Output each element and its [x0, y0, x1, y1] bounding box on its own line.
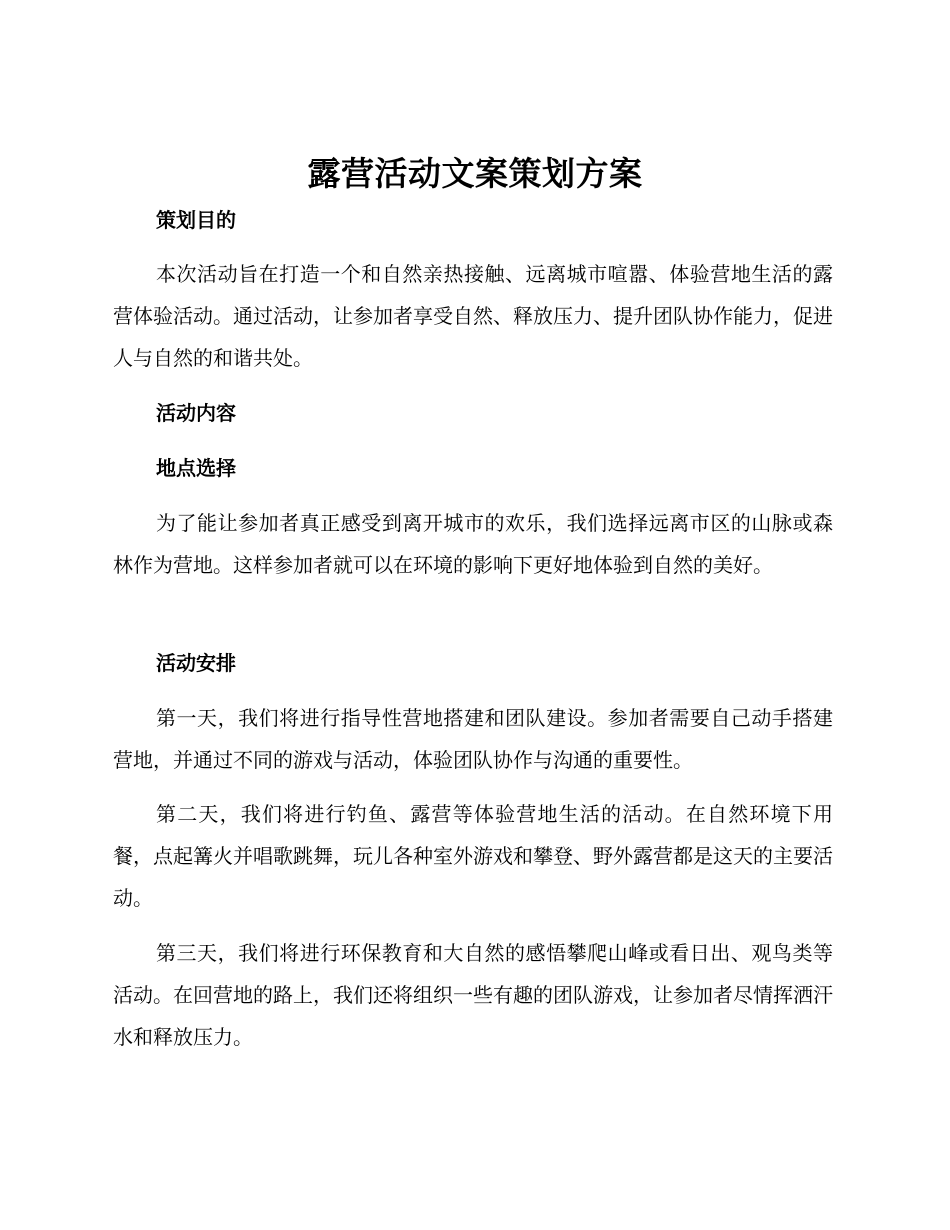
section-heading-schedule: 活动安排: [156, 651, 236, 675]
paragraph-purpose: 本次活动旨在打造一个和自然亲热接触、远离城市喧嚣、体验营地生活的露营体验活动。通过活动，让参加者享受自然、释放压力、提升团队协作能力，促进人与自然的和谐共处。: [113, 262, 833, 370]
paragraph-day1: 第一天，我们将进行指导性营地搭建和团队建设。参加者需要自己动手搭建营地，并通过不同的游戏与活动，体验团队协作与沟通的重要性。: [113, 706, 833, 772]
section-heading-purpose: 策划目的: [156, 208, 236, 232]
section-heading-location: 地点选择: [156, 456, 236, 480]
document-title: 露营活动文案策划方案: [307, 154, 643, 193]
paragraph-location: 为了能让参加者真正感受到离开城市的欢乐，我们选择远离市区的山脉或森林作为营地。这样参加者就可以在环境的影响下更好地体验到自然的美好。: [113, 511, 833, 577]
paragraph-day3: 第三天，我们将进行环保教育和大自然的感悟攀爬山峰或看日出、观鸟类等活动。在回营地的路上，我们还将组织一些有趣的团队游戏，让参加者尽情挥洒汗水和释放压力。: [113, 941, 833, 1049]
paragraph-day2: 第二天，我们将进行钓鱼、露营等体验营地生活的活动。在自然环境下用餐，点起篝火并唱歌跳舞，玩儿各种室外游戏和攀登、野外露营都是这天的主要活动。: [113, 802, 833, 910]
section-heading-content: 活动内容: [156, 401, 236, 425]
